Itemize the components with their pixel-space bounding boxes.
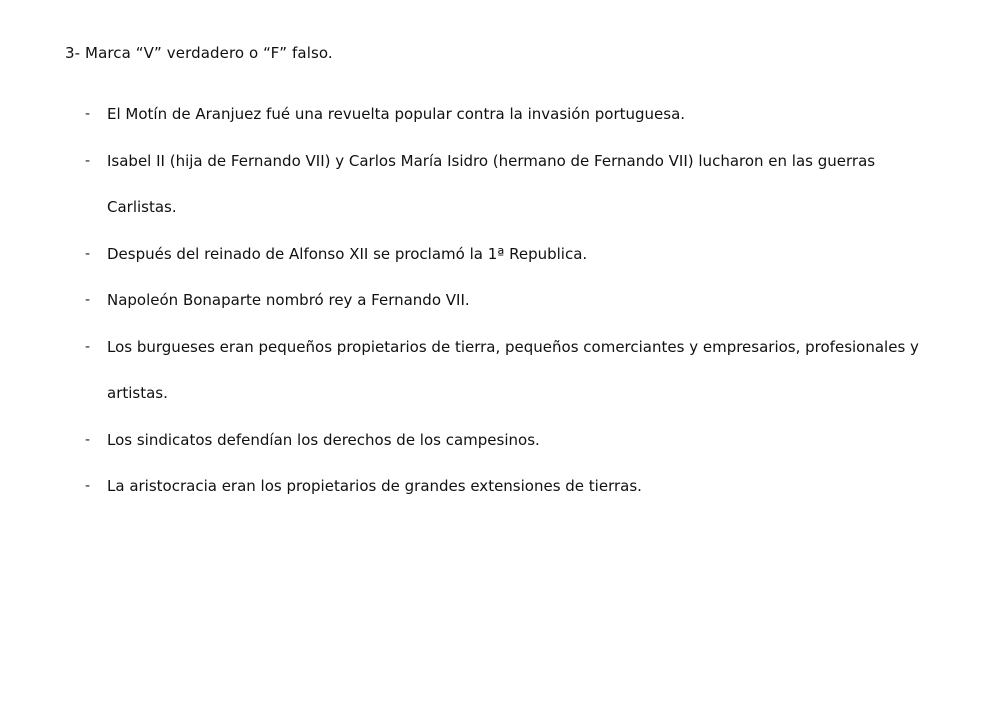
dash-bullet: - (85, 292, 91, 308)
dash-bullet: - (85, 338, 91, 355)
statement-list (85, 91, 945, 510)
statement-item-5 (85, 324, 945, 417)
statement-item-4 (85, 277, 945, 324)
dash-bullet: - (85, 245, 91, 262)
dash-bullet: - (85, 152, 91, 169)
statement-item-1 (85, 91, 945, 138)
dash-bullet: - (85, 431, 91, 448)
dash-bullet: - (85, 478, 91, 494)
statement-text: La aristocracia eran los propietarios de grandes extensiones de tierras. (107, 477, 642, 495)
statement-item-6 (85, 417, 945, 464)
statement-item-3 (85, 231, 945, 278)
statement-text: Después del reinado de Alfonso XII se proclamó la 1ª Republica. (107, 244, 588, 263)
statement-text: Los sindicatos defendían los derechos de los campesinos. (107, 430, 540, 449)
statement-item-2 (85, 138, 945, 231)
statement-text: Isabel II (hija de Fernando VII) y Carlos María Isidro (hermano de Fernando VII) lucharon en las guerras Carlistas. (107, 151, 876, 216)
statement-text: El Motín de Aranjuez fué una revuelta popular contra la invasión portuguesa. (107, 105, 686, 123)
statement-item-7 (85, 463, 945, 510)
statement-text: Los burgueses eran pequeños propietarios de tierra, pequeños comerciantes y empresarios, profesionales y artistas. (107, 337, 919, 402)
statement-text: Napoleón Bonaparte nombró rey a Fernando VII. (107, 291, 470, 309)
dash-bullet: - (85, 106, 91, 122)
exercise-heading: 3- Marca “V” verdadero o “F” falso. (65, 44, 333, 62)
